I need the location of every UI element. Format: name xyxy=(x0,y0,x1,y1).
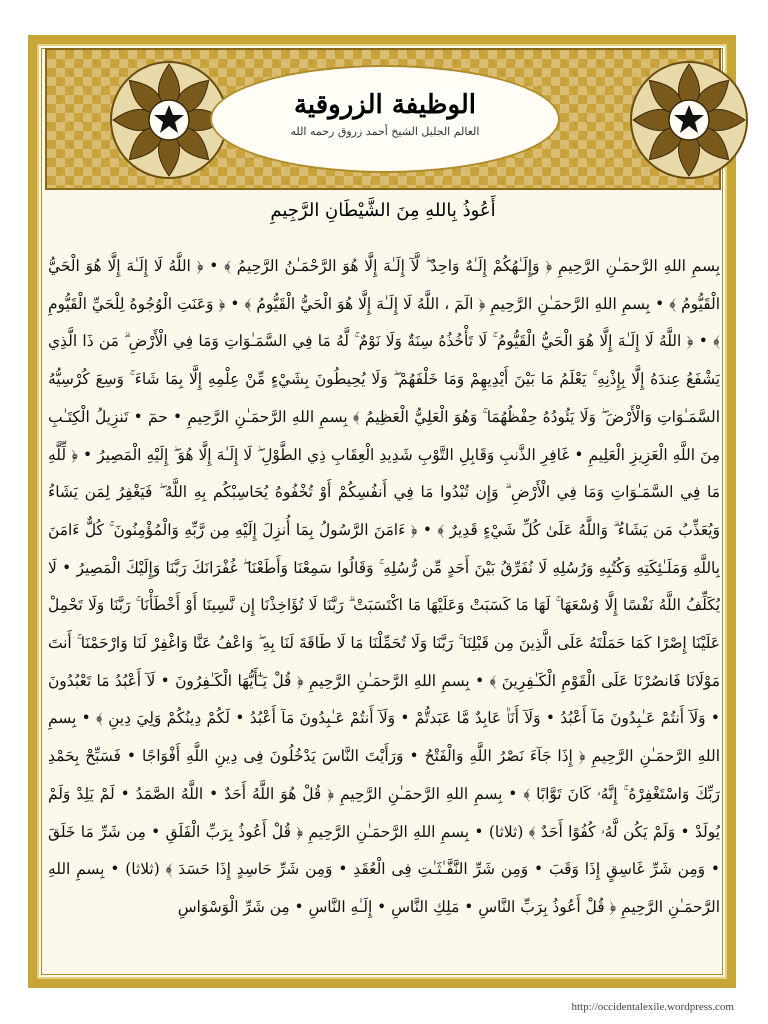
text-line: لَآ أَعْبُدُ مَا تَعْبُدُونَ • وَلَآ أَنتُمْ عَـٰبِدُونَ مَآ أَعْبُدُ • وَلَآ أَنَا۠ عَابِدٌ مَّا عَبَدتُّمْ • وَلَآ أَنتُمْ عَـٰبِدُونَ مَآ أَعْبُدُ • لَكُمْ xyxy=(48,671,720,728)
istiadha-line: أَعُوذُ بِاللهِ مِنَ الشَّيْطَانِ الرَّجِيمِ xyxy=(270,200,496,221)
text-line: الْكِتَـٰبِ مِنَ اللَّهِ الْعَزِيزِ الْعَلِيمِ • غَافِرِ الذَّنبِ وَقَابِلِ التَّوْبِ شَدِيدِ الْعِقَابِ ذِي الطَّوْلِ ۖ لَا إِلَـٰهَ إِلَّا هُوَ ۖ إِلَيْهِ الْمَصِيرُ xyxy=(48,407,720,464)
text-line: • ﴿ اللَّهُ لَا إِلَـٰهَ إِلَّا هُوَ الْحَيُّ الْقَيُّومُ ۚ لَا تَأْخُذُهُ سِنَةٌ وَلَا نَوْمٌ ۚ لَّهُ مَا فِي السَّمَـٰوَاتِ وَمَا فِي الْأَرْضِ ۗ مَن ذَا الَّذِي xyxy=(48,332,708,351)
text-line: أَفْوَاجًا • فَسَبِّحْ بِحَمْدِ رَبِّكَ وَاسْتَغْفِرْهُ ۚ إِنَّهُۥ كَانَ تَوَّابًا ﴾ • بِسمِ اللهِ الرَّحمَـٰنِ الرَّحِيمِ ﴿ قُلْ هُوَ اللَّهُ أَحَدٌ • اللَّهُ xyxy=(48,747,720,803)
text-line: • ﴿ لِّلَّهِ مَا فِي السَّمَـٰوَاتِ وَمَا فِي الْأَرْضِ ۗ وَإِن تُبْدُوا مَا فِي أَنفُسِكُمْ أَوْ تُخْفُوهُ يُحَاسِبْكُم بِهِ اللَّهُ ۖ فَيَغْفِرُ لِمَن xyxy=(48,445,720,502)
text-line: بِسمِ اللهِ الرَّحمَـٰنِ الرَّحِيمِ ﴿ وَإِلَـٰهُكُمْ إِلَـٰهٌ وَاحِدٌ ۖ لَّآ إِلَـٰهَ إِلَّا هُوَ الرَّحْمَـٰنُ الرَّحِيمُ ﴾ • ﴿ اللَّهُ لَا إِلَـٰهَ إِلَّا هُوَ الْحَيُّ xyxy=(48,257,720,275)
text-line: الْفَلَقِ • مِن شَرِّ مَا خَلَقَ • وَمِن شَرِّ غَاسِقٍ إِذَا وَقَبَ • وَمِن شَرِّ النَّفَّـٰثَـٰتِ فِى الْعُقَدِ • وَمِن شَرِّ حَاسِدٍ إِذَا حَسَدَ xyxy=(48,822,720,879)
text-line: رَبَّنَا وَلَا تَحْمِلْ عَلَيْنَا إِصْرًا كَمَا حَمَلْتَهُ عَلَى الَّذِينَ مِن قَبْلِنَا ۚ رَبَّنَا وَلَا تُحَمِّلْنَا مَا لَا طَاقَةَ لَنَا بِهِ ۖ وَاعْفُ عَنَّا وَاغْفِرْ xyxy=(48,596,720,653)
text-line: يَشَاءُ وَيُعَذِّبُ مَن يَشَاءُ ۗ وَاللَّهُ عَلَىٰ كُلِّ شَيْءٍ قَدِيرٌ ﴾ • ﴿ ءَامَنَ الرَّسُولُ بِمَا أُنزِلَ إِلَيْهِ مِن رَّبِّهِ وَالْمُؤْمِنُونَ ۚ كُلٌّ xyxy=(48,483,720,539)
text-line: دِينُكُمْ وَلِيَ دِينِ ﴾ • بِسمِ اللهِ الرَّحمَـٰنِ الرَّحِيمِ ﴿ إِذَا جَآءَ نَصْرُ اللَّهِ وَالْفَتْحُ • وَرَأَيْتَ النَّاسَ يَدْخُلُونَ فِى دِينِ اللَّهِ xyxy=(48,709,720,766)
litany-body xyxy=(48,248,720,976)
text-line: لَنَا وَارْحَمْنَا ۚ أَنتَ مَوْلَانَا فَانصُرْنَا عَلَى الْقَوْمِ الْكَـٰفِرِينَ ﴾ • بِسمِ اللهِ الرَّحمَـٰنِ الرَّحِيمِ ﴿ قُلْ يَـٰٓأَيُّهَا الْكَـٰفِرُونَ • xyxy=(48,634,720,690)
page-title: الوظيفة الزروقية xyxy=(293,90,477,120)
rosette-right-icon xyxy=(625,56,753,184)
page-subtitle: العالم الجليل الشيخ أحمد زروق رحمه الله xyxy=(290,125,480,138)
text-line: الْقَيُّومُ ﴾ • بِسمِ اللهِ الرَّحمَـٰنِ الرَّحِيمِ ﴿ الٓمٓ ، اللَّهُ لَا إِلَـٰهَ إِلَّا هُوَ الْحَيُّ الْقَيُّومُ ﴾ • ﴿ وَعَنَتِ الْوُجُوهُ لِلْحَيِّ الْقَيُّومِ ﴾ xyxy=(48,294,720,351)
title-cartouche xyxy=(210,65,560,173)
footer-url[interactable]: http://occidentalexile.wordpress.com xyxy=(571,1001,734,1013)
text-line: يَشْفَعُ عِندَهُ إِلَّا بِإِذْنِهِ ۚ يَعْلَمُ مَا بَيْنَ أَيْدِيهِمْ وَمَا خَلْفَهُمْ ۖ وَلَا يُحِيطُونَ بِشَيْءٍ مِّنْ عِلْمِهِ إِلَّا بِمَا شَاءَ ۚ وَسِعَ كُرْسِيُّهُ xyxy=(48,370,720,389)
text-line: الصَّمَدُ • لَمْ يَلِدْ وَلَمْ يُولَدْ • وَلَمْ يَكُن لَّهُۥ كُفُوًا أَحَدٌ ﴾ (ثلاثا) • بِسمِ اللهِ الرَّحمَـٰنِ الرَّحِيمِ ﴿ قُلْ أَعُوذُ بِرَبِّ xyxy=(48,784,720,841)
text-line: ﴾ (ثلاثا) • بِسمِ اللهِ الرَّحمَـٰنِ الرَّحِيمِ ﴿ قُلْ أَعُوذُ بِرَبِّ النَّاسِ • مَلِكِ النَّاسِ • إِلَـٰهِ النَّاسِ • مِن شَرِّ الْوَسْوَاسِ xyxy=(48,860,720,916)
text-line: السَّمَـٰوَاتِ وَالْأَرْضَ ۖ وَلَا يَئُودُهُ حِفْظُهُمَا ۚ وَهُوَ الْعَلِيُّ الْعَظِيمُ ﴾ بِسمِ اللهِ الرَّحمَـٰنِ الرَّحِيمِ • حمٓ • تَنزِيلُ xyxy=(89,407,720,426)
text-line: ءَامَنَ بِاللَّهِ وَمَلَـٰئِكَتِهِ وَكُتُبِهِ وَرُسُلِهِ لَا نُفَرِّقُ بَيْنَ أَحَدٍ مِّن رُّسُلِهِ ۚ وَقَالُوا سَمِعْنَا وَأَطَعْنَا ۖ غُفْرَانَكَ رَبَّنَا وَإِلَيْكَ xyxy=(48,520,720,577)
text-line: الْمَصِيرُ • لَا يُكَلِّفُ اللَّهُ نَفْسًا إِلَّا وُسْعَهَا ۚ لَهَا مَا كَسَبَتْ وَعَلَيْهَا مَا اكْتَسَبَتْ ۗ رَبَّنَا لَا تُؤَاخِذْنَا إِن نَّسِينَا أَوْ أَخْطَأْنَا ۚ xyxy=(48,558,720,615)
